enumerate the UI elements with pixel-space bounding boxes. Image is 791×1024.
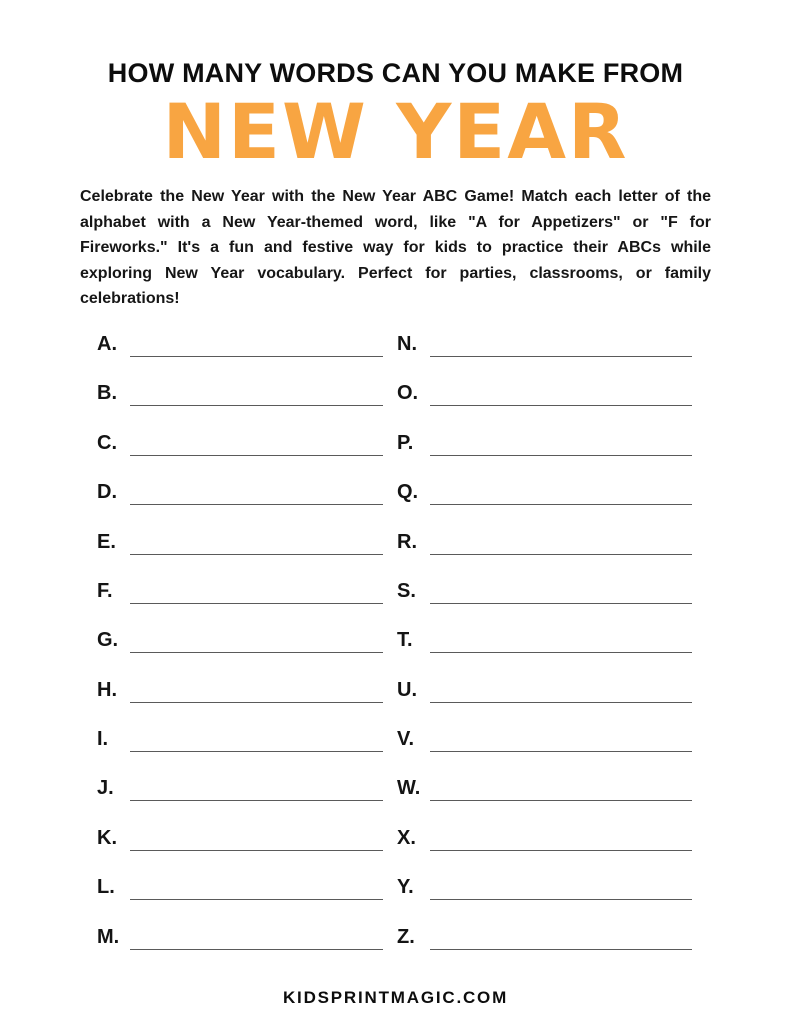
answer-blank-line bbox=[430, 679, 692, 703]
letter-label: O. bbox=[397, 382, 419, 405]
letter-row bbox=[397, 626, 692, 653]
letter-label: V. bbox=[397, 728, 415, 751]
worksheet-description: Celebrate the New Year with the New Year ABC Game! Match each letter of the alphabet with a New Year-themed word, like "A for Appetizers" or "F for Fireworks." It's a fun and festive way for kids to practice their ABCs while exploring New Year vocabulary. Perfect for parties, classrooms, or family celebrations! bbox=[80, 188, 711, 308]
letter-label: S. bbox=[397, 579, 416, 602]
letter-row bbox=[397, 528, 692, 555]
answer-blank-line bbox=[430, 926, 692, 950]
answer-blank-line bbox=[130, 827, 383, 851]
letter-row bbox=[397, 824, 692, 851]
letter-row bbox=[97, 626, 383, 653]
letter-label: J. bbox=[97, 777, 114, 800]
answer-blank-line bbox=[130, 382, 383, 406]
letter-row bbox=[97, 676, 383, 703]
letter-label: M. bbox=[97, 925, 120, 948]
answer-blank-line bbox=[130, 926, 383, 950]
letter-row bbox=[397, 774, 692, 801]
letter-row bbox=[397, 725, 692, 752]
footer-site-url: KIDSPRINTMAGIC.COM bbox=[282, 988, 509, 1008]
letter-label: C. bbox=[97, 431, 117, 454]
letter-label: K. bbox=[97, 826, 117, 849]
answer-blank-line bbox=[130, 728, 383, 752]
letter-row bbox=[97, 725, 383, 752]
letter-row bbox=[97, 774, 383, 801]
answer-blank-line bbox=[430, 382, 692, 406]
letter-row bbox=[97, 577, 383, 604]
letter-label: P. bbox=[397, 431, 414, 454]
answer-blank-line bbox=[430, 580, 692, 604]
answer-blank-line bbox=[130, 629, 383, 653]
letter-row bbox=[97, 528, 383, 555]
answer-blank-line bbox=[130, 580, 383, 604]
letter-label: Q. bbox=[397, 481, 419, 504]
answer-blank-line bbox=[430, 481, 692, 505]
answer-blank-line bbox=[130, 679, 383, 703]
letter-row bbox=[97, 429, 383, 456]
letter-row bbox=[97, 379, 383, 406]
answer-blank-line bbox=[430, 531, 692, 555]
letter-row bbox=[397, 379, 692, 406]
letter-label: B. bbox=[97, 382, 117, 405]
letter-column-right bbox=[397, 330, 692, 972]
letter-label: X. bbox=[397, 826, 416, 849]
letter-label: H. bbox=[97, 678, 117, 701]
letter-row bbox=[397, 577, 692, 604]
answer-blank-line bbox=[430, 629, 692, 653]
answer-blank-line bbox=[130, 481, 383, 505]
answer-blank-line bbox=[430, 827, 692, 851]
answer-blank-line bbox=[430, 333, 692, 357]
worksheet-main-word: NEW YEAR bbox=[162, 87, 629, 176]
letter-grid bbox=[97, 330, 692, 972]
answer-blank-line bbox=[430, 432, 692, 456]
answer-blank-line bbox=[130, 777, 383, 801]
worksheet-heading: HOW MANY WORDS CAN YOU MAKE FROM bbox=[107, 58, 684, 88]
letter-row bbox=[97, 923, 383, 950]
answer-blank-line bbox=[130, 531, 383, 555]
letter-row bbox=[97, 873, 383, 900]
letter-label: L. bbox=[97, 876, 115, 899]
letter-label: W. bbox=[397, 777, 421, 800]
letter-row bbox=[397, 330, 692, 357]
letter-label: U. bbox=[397, 678, 417, 701]
answer-blank-line bbox=[130, 876, 383, 900]
answer-blank-line bbox=[130, 432, 383, 456]
answer-blank-line bbox=[430, 728, 692, 752]
answer-blank-line bbox=[430, 876, 692, 900]
letter-label: I. bbox=[97, 728, 109, 751]
letter-label: R. bbox=[397, 530, 417, 553]
letter-row bbox=[397, 923, 692, 950]
letter-row bbox=[97, 330, 383, 357]
letter-row bbox=[397, 676, 692, 703]
answer-blank-line bbox=[430, 777, 692, 801]
letter-label: Y. bbox=[397, 876, 414, 899]
letter-row bbox=[97, 824, 383, 851]
letter-label: E. bbox=[97, 530, 116, 553]
letter-label: A. bbox=[97, 332, 117, 355]
letter-row bbox=[397, 478, 692, 505]
letter-label: N. bbox=[397, 332, 417, 355]
letter-row bbox=[97, 478, 383, 505]
letter-row bbox=[397, 429, 692, 456]
letter-label: D. bbox=[97, 481, 117, 504]
letter-label: T. bbox=[397, 629, 413, 652]
letter-label: F. bbox=[97, 579, 113, 602]
letter-label: G. bbox=[97, 629, 119, 652]
letter-row bbox=[397, 873, 692, 900]
letter-label: Z. bbox=[397, 925, 415, 948]
letter-column-left bbox=[97, 330, 383, 972]
answer-blank-line bbox=[130, 333, 383, 357]
